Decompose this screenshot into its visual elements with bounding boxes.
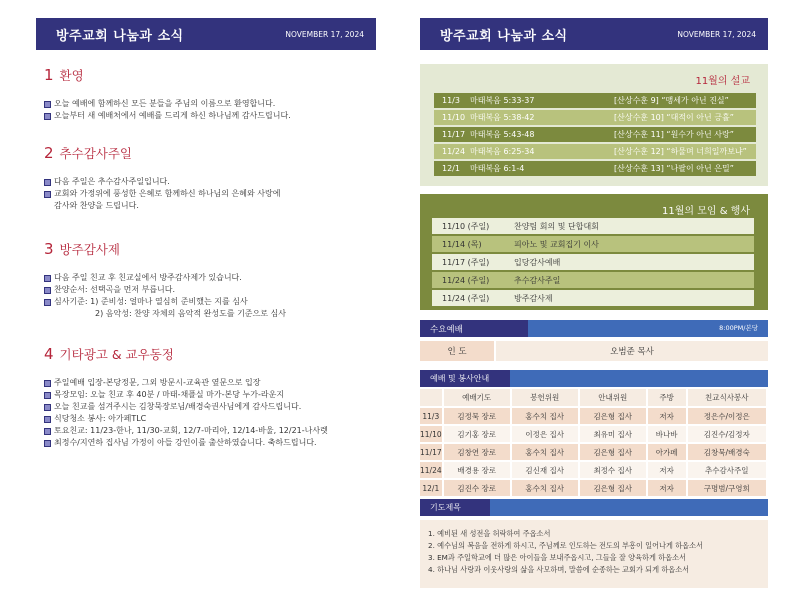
table-row: [420, 461, 767, 479]
sermon-passage: 마태복음 5:43-48: [470, 130, 535, 139]
left-header-title: 방주교회 나눔과 소식: [56, 28, 184, 44]
table-cell: 구명범/구영희: [687, 479, 767, 497]
right-header-date: NOVEMBER 17, 2024: [677, 29, 756, 39]
table-cell: 홍수치 집사: [511, 407, 579, 425]
sermon-date: 11/24: [442, 147, 466, 156]
section-thanksgiving: [44, 144, 374, 212]
table-cell: 저자: [647, 479, 687, 497]
left-header-date: NOVEMBER 17, 2024: [285, 29, 364, 39]
event-row: [432, 290, 754, 306]
list-item: 식당청소 봉사: 아가페TLC: [44, 413, 374, 425]
table-cell: 김은형 집사: [579, 443, 647, 461]
table-cell-date: 11/24: [420, 461, 443, 479]
section-title: [44, 144, 374, 162]
list-item: 오늘부터 새 예배처에서 예배를 드리게 하신 하나님께 감사드립니다.: [44, 110, 374, 122]
event-name: 추수감사주일: [514, 275, 561, 285]
prayer-header: [420, 499, 768, 516]
event-row: [432, 272, 754, 288]
section-list: [44, 272, 374, 320]
table-cell: 김창묵/배경숙: [687, 443, 767, 461]
table-cell: 정은수/이정은: [687, 407, 767, 425]
event-name: 입당감사예배: [514, 257, 561, 267]
service-label: 예배 및 봉사안내: [420, 370, 510, 387]
sermon-passage: 마태복음 6:25-34: [470, 147, 535, 156]
leader-name: 오범준 목사: [496, 341, 768, 361]
sermon-title-text: [산상수훈 9] “맹세가 아닌 진실”: [614, 96, 729, 105]
event-date: 11/24 (주일): [442, 293, 490, 303]
table-cell: 김진수 장로: [443, 479, 511, 497]
list-item: 최정수/지연하 집사님 가정이 아들 강인이를 출산하였습니다. 축하드립니다.: [44, 437, 374, 449]
prayer-item: 1. 예비된 새 성전을 허락하여 주옵소서: [428, 529, 551, 538]
table-cell: 김은형 집사: [579, 479, 647, 497]
events-title: 11월의 모임 & 행사: [661, 206, 750, 217]
table-cell: 바나바: [647, 425, 687, 443]
table-cell: 홍수치 집사: [511, 479, 579, 497]
table-header-row: [420, 389, 767, 407]
list-item: 오늘 친교를 섬겨주시는 김창묵장로님/배경숙권사님에게 감사드립니다.: [44, 401, 374, 413]
list-item: 감사와 찬양을 드립니다.: [54, 201, 139, 210]
section-heading: 환영: [59, 68, 84, 83]
sermon-row: [434, 127, 756, 142]
service-table: [420, 389, 768, 498]
section-number: 2: [44, 144, 54, 162]
sermon-date: 12/1: [442, 164, 460, 173]
list-item: 2) 음악성: 찬양 자체의 음악적 완성도를 기준으로 심사: [95, 309, 286, 318]
section-welcome: [44, 66, 374, 122]
prayer-item: 3. EM과 주일학교에 더 많은 아이들을 보내주옵시고, 그들을 잘 양육하게 하옵소서: [428, 553, 686, 562]
table-cell: 김창연 장로: [443, 443, 511, 461]
sermon-date: 11/10: [442, 113, 466, 122]
table-cell: 저자: [647, 461, 687, 479]
list-item: 토요친교: 11/23-한나, 11/30-교회, 12/7-마리아, 12/14-바울, 12/21-나사렛: [44, 425, 374, 437]
section-announcements: [44, 345, 374, 449]
table-cell: 배경용 장로: [443, 461, 511, 479]
table-header: [420, 389, 443, 407]
table-header: 예배기도: [443, 389, 511, 407]
sermon-rows: [434, 93, 756, 178]
wednesday-worship-leader-row: [420, 341, 768, 361]
prayer-list: [420, 520, 768, 588]
table-cell: 이정은 집사: [511, 425, 579, 443]
table-header: 주방: [647, 389, 687, 407]
list-item: 주일예배 입장-본당정문, 그외 방문시-교육관 옆문으로 입장: [44, 377, 374, 389]
section-title: [44, 240, 374, 258]
section-heading: 방주감사제: [59, 242, 120, 257]
sermon-title-text: [산상수훈 11] “원수가 아닌 사랑”: [614, 130, 734, 139]
table-cell: 김은형 집사: [579, 407, 647, 425]
table-cell: 최정수 집사: [579, 461, 647, 479]
list-item: 다음 주일은 추수감사주일입니다.: [44, 176, 374, 188]
table-row: [420, 443, 767, 461]
list-item: 오늘 예배에 함께하신 모든 분들을 주님의 이름으로 환영합니다.: [44, 98, 374, 110]
table-cell-date: 11/3: [420, 407, 443, 425]
service-header: [420, 370, 768, 387]
event-rows: [432, 218, 754, 308]
sermon-row: [434, 161, 756, 176]
event-name: 피아노 및 교회집기 이사: [514, 239, 599, 249]
table-cell: 김신재 집사: [511, 461, 579, 479]
table-row: [420, 425, 767, 443]
left-header: [36, 18, 376, 50]
wednesday-worship-time: 8:00PM/본당: [528, 320, 768, 337]
table-cell: 아가페: [647, 443, 687, 461]
section-list: [44, 98, 374, 122]
section-list: [44, 377, 374, 449]
table-cell: 저자: [647, 407, 687, 425]
table-row: [420, 479, 767, 497]
table-cell: 추수감사주일: [687, 461, 767, 479]
right-header: [420, 18, 768, 50]
sermon-row: [434, 93, 756, 108]
right-header-title: 방주교회 나눔과 소식: [440, 28, 568, 44]
sermon-title: 11월의 설교: [695, 76, 750, 87]
sermon-title-text: [산상수훈 13] “나팔이 아닌 은밀”: [614, 164, 734, 173]
event-date: 11/24 (주일): [442, 275, 490, 285]
section-festival: [44, 240, 374, 320]
table-cell-date: 11/17: [420, 443, 443, 461]
prayer-item: 4. 하나님 사랑과 이웃사랑의 삶을 사모하며, 말씀에 순종하는 교회가 되게 하옵소서: [428, 565, 690, 574]
table-header: 봉헌위원: [511, 389, 579, 407]
table-row: [420, 407, 767, 425]
sermon-date: 11/3: [442, 96, 460, 105]
section-list: [44, 176, 374, 212]
table-cell-date: 12/1: [420, 479, 443, 497]
table-cell: 홍수치 집사: [511, 443, 579, 461]
section-heading: 기타광고 & 교우동정: [59, 347, 174, 362]
wednesday-worship-label: 수요예배: [430, 324, 463, 335]
event-row: [432, 236, 754, 252]
section-title: [44, 66, 374, 84]
sermon-passage: 마태복음 5:38-42: [470, 113, 535, 122]
prayer-item: 2. 예수님의 복음을 전하게 하시고, 주님께로 인도하는 전도의 부흥이 일어나게 하옵소서: [428, 541, 704, 550]
sermon-passage: 마태복음 5:33-37: [470, 96, 535, 105]
table-cell: 김기홍 장로: [443, 425, 511, 443]
sermon-passage: 마태복음 6:1-4: [470, 164, 525, 173]
sermon-date: 11/17: [442, 130, 466, 139]
list-item: 목장모임: 오늘 친교 후 40분 / 마태-채플실 마가-본당 누가-라운지: [44, 389, 374, 401]
list-item: 교회와 가정위에 풍성한 은혜로 함께하신 하나님의 은혜와 사랑에: [44, 188, 374, 200]
wednesday-worship-header: [420, 320, 768, 337]
sermon-row: [434, 110, 756, 125]
event-name: 방주감사제: [514, 293, 553, 303]
event-name: 찬양팀 회의 및 단합대회: [514, 221, 599, 231]
sermon-title-text: [산상수훈 10] “대적이 아닌 긍휼”: [614, 113, 734, 122]
table-header: 친교식사봉사: [687, 389, 767, 407]
table-cell-date: 11/10: [420, 425, 443, 443]
section-number: 4: [44, 345, 54, 363]
list-item: 심사기준: 1) 준비성: 얼마나 열심히 준비했는 지를 심사: [44, 296, 374, 308]
event-date: 11/14 (목): [442, 239, 482, 249]
event-date: 11/17 (주일): [442, 257, 490, 267]
section-number: 3: [44, 240, 54, 258]
list-item: 찬양순서: 선택곡을 먼저 부릅니다.: [44, 284, 374, 296]
sermon-schedule: [420, 64, 768, 186]
prayer-label: 기도제목: [420, 499, 490, 516]
event-row: [432, 254, 754, 270]
sermon-title-text: [산상수훈 12] “하물며 너희일까보냐”: [614, 147, 747, 156]
event-row: [432, 218, 754, 234]
sermon-row: [434, 144, 756, 159]
leader-label: 인 도: [420, 341, 494, 361]
event-date: 11/10 (주일): [442, 221, 490, 231]
section-number: 1: [44, 66, 54, 84]
section-heading: 추수감사주일: [59, 146, 132, 161]
list-item: 다음 주일 친교 후 친교실에서 방주감사제가 있습니다.: [44, 272, 374, 284]
section-title: [44, 345, 374, 363]
table-header: 안내위원: [579, 389, 647, 407]
table-cell: 김정묵 장로: [443, 407, 511, 425]
events-schedule: [420, 194, 768, 310]
table-cell: 김진수/김정자: [687, 425, 767, 443]
table-cell: 최유미 집사: [579, 425, 647, 443]
